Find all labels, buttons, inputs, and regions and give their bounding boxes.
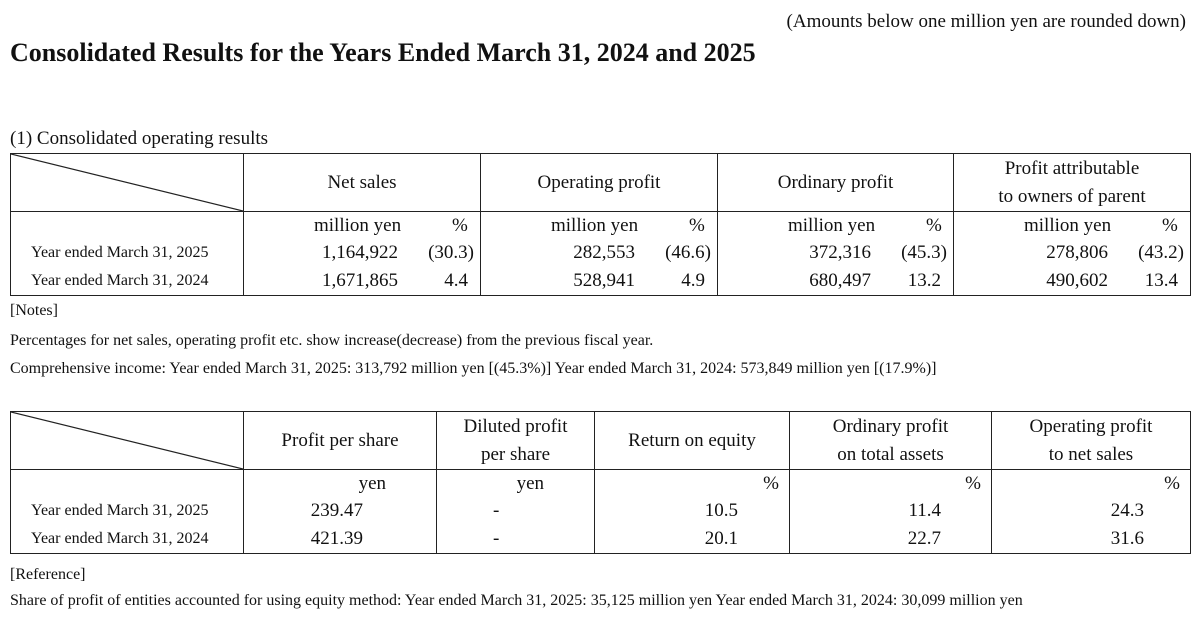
diluted-profit-per-share-value: - [493, 528, 500, 549]
diagonal-line-icon [11, 412, 243, 469]
rounding-note: (Amounts below one million yen are rounded down) [786, 11, 1186, 32]
unit-cell [481, 212, 718, 240]
col-header-profit-per-share: Profit per share [244, 412, 437, 470]
reference-label: [Reference] [10, 566, 86, 583]
ordinary-profit-total-assets-value: 22.7 [907, 528, 941, 549]
unit-percent: % [926, 215, 942, 236]
col-header-diluted-line2: per share [480, 443, 551, 465]
section-heading-operating-results: (1) Consolidated operating results [10, 128, 269, 149]
operating-profit-value: 528,941 [573, 270, 635, 291]
page-title: Consolidated Results for the Years Ended March 31, 2024 and 2025 [10, 38, 756, 67]
col-header-ordinary-profit-total-assets [790, 412, 992, 470]
reference-line-equity-method: Share of profit of entities accounted for using equity method: Year ended March 31, 2025: 35,125 million yen Year ended March 31, 2024: 30,099 million yen [10, 592, 1023, 609]
profit-attributable-pct: (43.2) [1138, 242, 1184, 263]
operating-profit-value: 282,553 [573, 242, 635, 263]
ordinary-profit-value: 372,316 [809, 242, 871, 263]
col-header-diluted-line1: Diluted profit [463, 415, 568, 437]
table-corner-cell [11, 412, 244, 470]
return-on-equity-value: 10.5 [704, 500, 738, 521]
unit-percent: % [452, 215, 468, 236]
net-sales-value: 1,671,865 [322, 270, 398, 291]
col-header-operating-profit: Operating profit [481, 154, 718, 212]
diluted-profit-per-share-value: - [493, 500, 500, 521]
unit-million-yen: million yen [788, 215, 876, 236]
profit-per-share-value: 239.47 [310, 500, 363, 521]
table-row [11, 239, 1191, 267]
unit-yen: yen [358, 473, 386, 494]
profit-attributable-value: 490,602 [1046, 270, 1108, 291]
notes-line-comprehensive-income: Comprehensive income: Year ended March 31, 2025: 313,792 million yen [(45.3%)] Year ended March 31, 2024: 573,849 million yen [(17.9%)] [10, 360, 937, 377]
operating-profit-net-sales-value: 24.3 [1110, 500, 1144, 521]
unit-percent: % [965, 473, 981, 494]
col-header-profit-attributable-line1: Profit attributable [1004, 157, 1140, 179]
diagonal-line-icon [11, 154, 243, 211]
net-sales-value: 1,164,922 [322, 242, 398, 263]
unit-percent: % [1164, 473, 1180, 494]
table-corner-cell [11, 154, 244, 212]
empty-label-cell [11, 470, 244, 498]
col-header-ordinary-profit: Ordinary profit [718, 154, 954, 212]
col-header-ota-line1: Ordinary profit [832, 415, 949, 437]
unit-million-yen: million yen [314, 215, 402, 236]
table-row [11, 497, 1191, 525]
col-header-diluted-profit-per-share [437, 412, 595, 470]
operating-profit-pct: 4.9 [681, 270, 705, 291]
net-sales-pct: (30.3) [428, 242, 474, 263]
row-label: Year ended March 31, 2024 [11, 267, 244, 296]
unit-cell [718, 212, 954, 240]
col-header-profit-attributable-line2: to owners of parent [998, 185, 1146, 207]
unit-percent: % [689, 215, 705, 236]
ordinary-profit-total-assets-value: 11.4 [908, 500, 941, 521]
profit-per-share-value: 421.39 [310, 528, 363, 549]
unit-percent: % [763, 473, 779, 494]
row-label: Year ended March 31, 2025 [11, 497, 244, 525]
ordinary-profit-value: 680,497 [809, 270, 871, 291]
unit-cell [244, 212, 481, 240]
col-header-net-sales: Net sales [244, 154, 481, 212]
unit-million-yen: million yen [1024, 215, 1112, 236]
col-header-opn-line1: Operating profit [1029, 415, 1153, 437]
table-row [11, 267, 1191, 296]
empty-label-cell [11, 212, 244, 240]
return-on-equity-value: 20.1 [704, 528, 738, 549]
col-header-operating-profit-net-sales [992, 412, 1191, 470]
row-label: Year ended March 31, 2025 [11, 239, 244, 267]
row-label: Year ended March 31, 2024 [11, 525, 244, 554]
profit-attributable-value: 278,806 [1046, 242, 1108, 263]
unit-percent: % [1162, 215, 1178, 236]
notes-label: [Notes] [10, 302, 58, 319]
ordinary-profit-pct: (45.3) [901, 242, 947, 263]
operating-profit-pct: (46.6) [665, 242, 711, 263]
col-header-ota-line2: on total assets [837, 443, 944, 465]
profit-attributable-pct: 13.4 [1144, 270, 1178, 291]
col-header-profit-attributable [954, 154, 1191, 212]
ordinary-profit-pct: 13.2 [907, 270, 941, 291]
col-header-return-on-equity: Return on equity [595, 412, 790, 470]
net-sales-pct: 4.4 [444, 270, 468, 291]
unit-cell [954, 212, 1191, 240]
table-row [11, 525, 1191, 554]
notes-line-percentages: Percentages for net sales, operating profit etc. show increase(decrease) from the previous fiscal year. [10, 332, 654, 349]
unit-yen: yen [516, 473, 544, 494]
col-header-opn-line2: to net sales [1048, 443, 1134, 465]
operating-profit-net-sales-value: 31.6 [1110, 528, 1144, 549]
operating-results-table [10, 153, 1191, 296]
per-share-ratios-table [10, 411, 1191, 554]
unit-million-yen: million yen [551, 215, 639, 236]
